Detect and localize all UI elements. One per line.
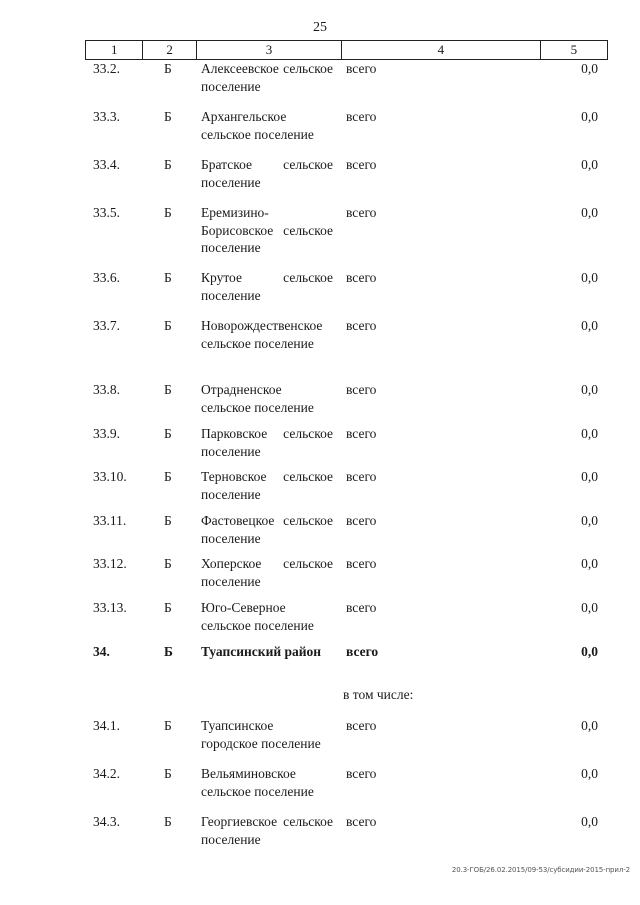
- row-type: Б: [164, 600, 172, 615]
- row-value: 0,0: [581, 556, 598, 571]
- row-type: Б: [164, 556, 172, 571]
- row-type: Б: [164, 318, 172, 333]
- row-value: 0,0: [581, 109, 598, 124]
- row-desc: всего: [346, 469, 377, 484]
- row-number: 33.8.: [93, 382, 120, 397]
- row-desc: всего: [346, 426, 377, 441]
- row-value: 0,0: [581, 61, 598, 76]
- row-desc: всего: [346, 644, 379, 659]
- column-header-2: 2: [143, 41, 196, 60]
- row-number: 34.3.: [93, 814, 120, 829]
- row-type: Б: [164, 382, 172, 397]
- column-header-5: 5: [540, 41, 607, 60]
- row-name: Фастовецкое сельское поселение: [201, 513, 333, 546]
- row-type: Б: [164, 513, 172, 528]
- row-name: Новорождественское сельское поселение: [201, 318, 323, 351]
- row-type: Б: [164, 205, 172, 220]
- row-value: 0,0: [581, 766, 598, 781]
- row-type: Б: [164, 718, 172, 733]
- row-number: 33.4.: [93, 157, 120, 172]
- row-type: Б: [164, 766, 172, 781]
- row-desc: всего: [346, 157, 377, 172]
- row-name: Братское сельское поселение: [201, 157, 333, 190]
- row-value: 0,0: [581, 644, 598, 659]
- row-type: Б: [164, 270, 172, 285]
- row-number: 33.12.: [93, 556, 127, 571]
- document-footer-code: 20.3-ГОБ/26.02.2015/09-53/субсидии-2015-прил-2: [451, 866, 630, 874]
- row-name: Юго-Северное сельское поселение: [201, 600, 314, 633]
- row-desc: всего: [346, 718, 377, 733]
- row-number: 33.13.: [93, 600, 127, 615]
- row-name: Георгиевское сельское поселение: [201, 814, 333, 847]
- row-name: Алексеевское сельское поселение: [201, 61, 333, 94]
- row-number: 34.1.: [93, 718, 120, 733]
- row-name: Туапсинское городское поселение: [201, 718, 321, 751]
- column-header-1: 1: [86, 41, 143, 60]
- row-type: Б: [164, 644, 173, 659]
- row-desc: всего: [346, 270, 377, 285]
- row-value: 0,0: [581, 814, 598, 829]
- row-number: 33.2.: [93, 61, 120, 76]
- row-desc: всего: [346, 61, 377, 76]
- row-desc: всего: [346, 513, 377, 528]
- row-value: 0,0: [581, 205, 598, 220]
- row-type: Б: [164, 109, 172, 124]
- row-value: 0,0: [581, 718, 598, 733]
- row-number: 33.3.: [93, 109, 120, 124]
- row-type: Б: [164, 61, 172, 76]
- row-number: 34.: [93, 644, 110, 659]
- row-value: 0,0: [581, 426, 598, 441]
- row-desc: всего: [346, 556, 377, 571]
- row-name: Хоперское сельское поселение: [201, 556, 333, 589]
- row-desc: всего: [346, 766, 377, 781]
- row-name: Туапсинский район: [201, 644, 322, 659]
- row-type: Б: [164, 814, 172, 829]
- row-value: 0,0: [581, 157, 598, 172]
- row-number: 34.2.: [93, 766, 120, 781]
- row-value: 0,0: [581, 600, 598, 615]
- row-value: 0,0: [581, 513, 598, 528]
- row-number: 33.9.: [93, 426, 120, 441]
- including-subheading: в том числе:: [343, 687, 414, 702]
- row-type: Б: [164, 469, 172, 484]
- row-desc: всего: [346, 109, 377, 124]
- row-type: Б: [164, 426, 172, 441]
- row-number: 33.10.: [93, 469, 127, 484]
- row-type: Б: [164, 157, 172, 172]
- row-desc: всего: [346, 600, 377, 615]
- row-number: 33.5.: [93, 205, 120, 220]
- row-name: Архангельское сельское поселение: [201, 109, 314, 142]
- page-number: 25: [313, 20, 327, 35]
- row-name: Вельяминовское сельское поселение: [201, 766, 314, 799]
- row-value: 0,0: [581, 318, 598, 333]
- row-number: 33.11.: [93, 513, 127, 528]
- row-name: Терновское сельское поселение: [201, 469, 333, 502]
- row-number: 33.6.: [93, 270, 120, 285]
- column-header-3: 3: [196, 41, 341, 60]
- row-desc: всего: [346, 318, 377, 333]
- column-header-4: 4: [342, 41, 541, 60]
- row-desc: всего: [346, 382, 377, 397]
- row-name: Парковское сельское поселение: [201, 426, 333, 459]
- row-name: Крутое сельское поселение: [201, 270, 333, 303]
- row-value: 0,0: [581, 270, 598, 285]
- row-desc: всего: [346, 205, 377, 220]
- row-desc: всего: [346, 814, 377, 829]
- row-value: 0,0: [581, 382, 598, 397]
- row-number: 33.7.: [93, 318, 120, 333]
- row-name: Еремизино-Борисовское сельское поселение: [201, 205, 333, 255]
- row-name: Отрадненское сельское поселение: [201, 382, 314, 415]
- row-value: 0,0: [581, 469, 598, 484]
